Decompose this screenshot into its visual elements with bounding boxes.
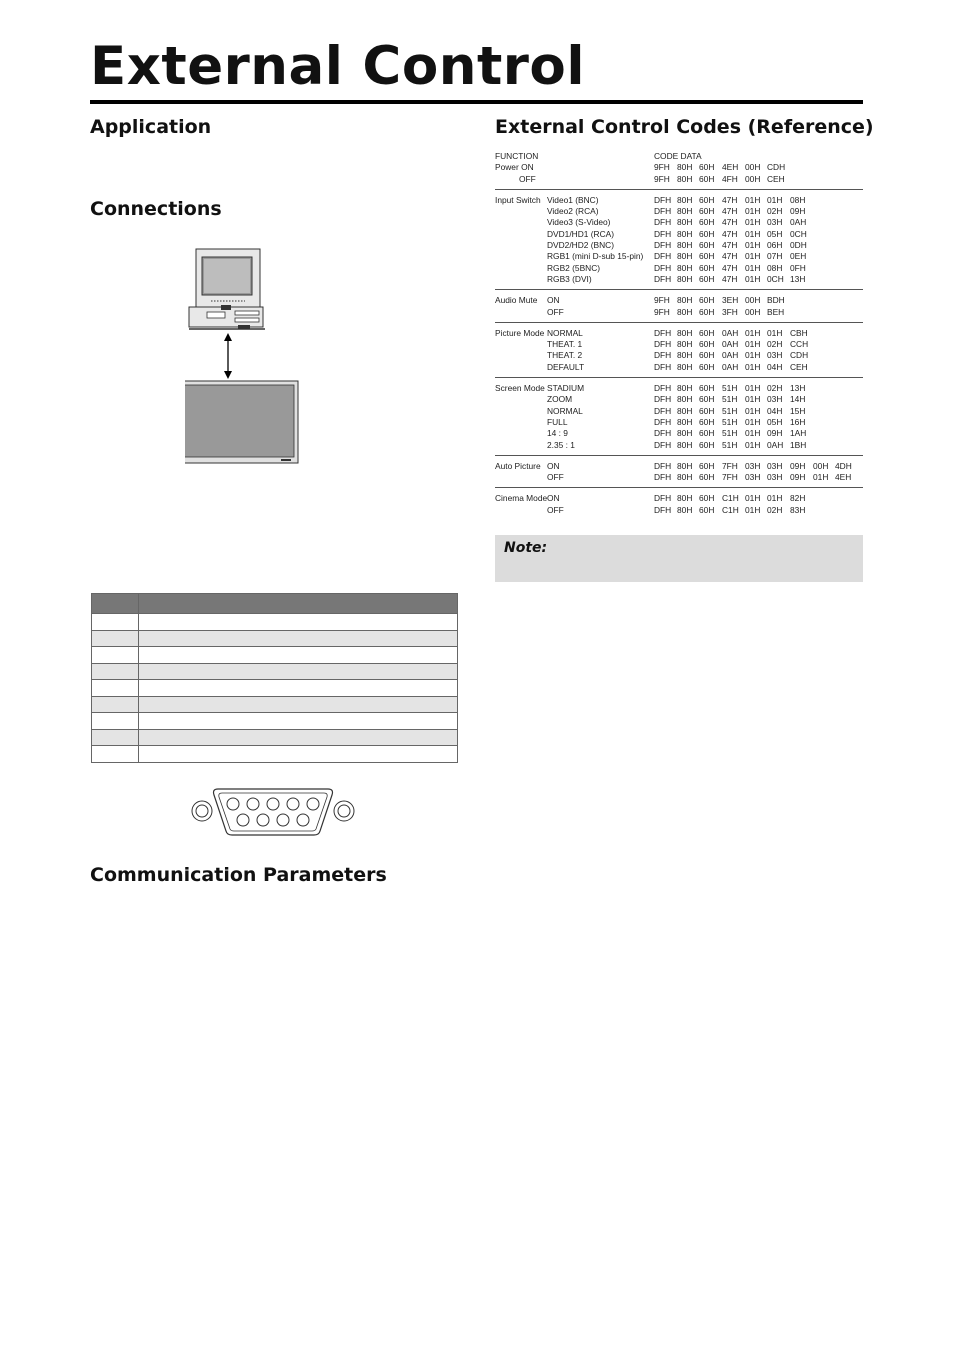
code-byte: 01H bbox=[745, 194, 761, 205]
double-arrow-icon bbox=[224, 333, 232, 379]
code-byte: 80H bbox=[677, 262, 693, 273]
table-header-row bbox=[92, 594, 458, 614]
code-byte: 03H bbox=[767, 217, 783, 228]
code-byte: 80H bbox=[677, 493, 693, 504]
codes-row bbox=[495, 493, 863, 504]
code-byte: 60H bbox=[699, 306, 715, 317]
code-byte: 60H bbox=[699, 493, 715, 504]
code-byte: CBH bbox=[790, 327, 808, 338]
code-byte: 60H bbox=[699, 416, 715, 427]
codes-row bbox=[495, 383, 863, 394]
codes-function-label: Audio Mute bbox=[495, 295, 538, 306]
code-byte: 47H bbox=[722, 251, 738, 262]
code-byte: 01H bbox=[745, 428, 761, 439]
code-byte: 4FH bbox=[722, 173, 738, 184]
codes-row bbox=[495, 217, 863, 228]
dsub9-connector-icon bbox=[188, 785, 358, 837]
code-byte: CDH bbox=[767, 162, 786, 173]
codes-row bbox=[495, 428, 863, 439]
code-byte: 01H bbox=[745, 217, 761, 228]
code-byte: 7FH bbox=[722, 472, 738, 483]
code-byte: 60H bbox=[699, 194, 715, 205]
codes-row bbox=[495, 307, 863, 318]
code-byte: 80H bbox=[677, 251, 693, 262]
codes-function-label: Screen Mode bbox=[495, 383, 545, 394]
code-byte: 01H bbox=[745, 262, 761, 273]
code-byte: 47H bbox=[722, 194, 738, 205]
codes-row bbox=[495, 362, 863, 373]
codes-group bbox=[495, 290, 863, 323]
code-byte: 3FH bbox=[722, 306, 738, 317]
code-byte: 01H bbox=[745, 206, 761, 217]
code-byte: 1AH bbox=[790, 428, 807, 439]
code-byte: 80H bbox=[677, 428, 693, 439]
code-byte: 0CH bbox=[767, 273, 784, 284]
code-byte: 60H bbox=[699, 504, 715, 515]
code-byte: 03H bbox=[767, 394, 783, 405]
code-byte: DFH bbox=[654, 206, 672, 217]
codes-row bbox=[495, 417, 863, 428]
code-byte: 60H bbox=[699, 472, 715, 483]
code-byte: 01H bbox=[813, 472, 829, 483]
code-byte: 14H bbox=[790, 394, 806, 405]
code-byte: 01H bbox=[745, 439, 761, 450]
code-byte: 03H bbox=[767, 350, 783, 361]
codes-function-label: Power ON bbox=[495, 162, 534, 173]
code-byte: 7FH bbox=[722, 460, 738, 471]
codes-group bbox=[495, 488, 863, 520]
code-byte: C1H bbox=[722, 493, 739, 504]
code-byte: 15H bbox=[790, 405, 806, 416]
code-byte: 80H bbox=[677, 439, 693, 450]
code-byte: 00H bbox=[745, 295, 761, 306]
code-byte: 60H bbox=[699, 428, 715, 439]
code-byte: 01H bbox=[745, 416, 761, 427]
table-row bbox=[92, 696, 458, 713]
code-byte: 9FH bbox=[654, 295, 670, 306]
code-byte: 60H bbox=[699, 439, 715, 450]
code-byte: 01H bbox=[745, 394, 761, 405]
code-byte: 01H bbox=[745, 504, 761, 515]
code-byte: 02H bbox=[767, 339, 783, 350]
code-byte: 60H bbox=[699, 339, 715, 350]
pin-assignment-table bbox=[91, 593, 458, 763]
code-byte: 80H bbox=[677, 327, 693, 338]
codes-group bbox=[495, 456, 863, 489]
codes-option-label: RGB3 (DVI) bbox=[547, 273, 592, 284]
heading-control-codes: External Control Codes (Reference) bbox=[495, 116, 874, 138]
heading-communication-parameters: Communication Parameters bbox=[90, 864, 387, 886]
codes-row bbox=[495, 472, 863, 483]
code-byte: 80H bbox=[677, 405, 693, 416]
code-byte: 09H bbox=[790, 472, 806, 483]
codes-row bbox=[495, 394, 863, 405]
code-byte: 80H bbox=[677, 295, 693, 306]
code-byte: 47H bbox=[722, 206, 738, 217]
code-byte: 80H bbox=[677, 217, 693, 228]
page-title: External Control bbox=[90, 36, 586, 97]
codes-row bbox=[495, 229, 863, 240]
code-byte: 01H bbox=[745, 405, 761, 416]
codes-row bbox=[495, 505, 863, 516]
code-byte: 80H bbox=[677, 194, 693, 205]
code-byte: 51H bbox=[722, 428, 738, 439]
codes-option-label: ON bbox=[547, 493, 560, 504]
code-byte: 47H bbox=[722, 240, 738, 251]
code-byte: DFH bbox=[654, 339, 672, 350]
code-byte: 80H bbox=[677, 350, 693, 361]
code-byte: 83H bbox=[790, 504, 806, 515]
code-byte: 4EH bbox=[722, 162, 739, 173]
code-byte: 4EH bbox=[835, 472, 852, 483]
code-byte: C1H bbox=[722, 504, 739, 515]
code-byte: 60H bbox=[699, 327, 715, 338]
codes-function-label: OFF bbox=[519, 173, 536, 184]
codes-row bbox=[495, 240, 863, 251]
code-byte: 0AH bbox=[722, 361, 739, 372]
code-byte: DFH bbox=[654, 262, 672, 273]
code-byte: 4DH bbox=[835, 460, 852, 471]
table-row bbox=[92, 630, 458, 647]
code-byte: 0FH bbox=[790, 262, 806, 273]
connection-diagram bbox=[185, 245, 305, 467]
code-byte: 00H bbox=[745, 162, 761, 173]
code-byte: 60H bbox=[699, 460, 715, 471]
code-byte: 60H bbox=[699, 350, 715, 361]
code-byte: 0AH bbox=[722, 339, 739, 350]
code-byte: 51H bbox=[722, 416, 738, 427]
table-row bbox=[92, 713, 458, 730]
code-byte: DFH bbox=[654, 493, 672, 504]
codes-group bbox=[495, 378, 863, 456]
code-byte: 06H bbox=[767, 240, 783, 251]
table-row bbox=[92, 614, 458, 631]
codes-option-label: THEAT. 1 bbox=[547, 339, 583, 350]
note-box bbox=[495, 535, 863, 582]
code-byte: 03H bbox=[767, 472, 783, 483]
code-byte: 05H bbox=[767, 228, 783, 239]
code-byte: 60H bbox=[699, 262, 715, 273]
code-byte: 51H bbox=[722, 439, 738, 450]
code-byte: DFH bbox=[654, 217, 672, 228]
code-byte: 09H bbox=[767, 428, 783, 439]
code-byte: CCH bbox=[790, 339, 809, 350]
codes-header-code-data: CODE DATA bbox=[654, 151, 702, 161]
codes-function-label: Auto Picture bbox=[495, 460, 541, 471]
code-byte: 80H bbox=[677, 206, 693, 217]
codes-option-label: NORMAL bbox=[547, 405, 583, 416]
code-byte: 13H bbox=[790, 273, 806, 284]
code-byte: 01H bbox=[767, 493, 783, 504]
code-byte: 47H bbox=[722, 228, 738, 239]
code-byte: 60H bbox=[699, 162, 715, 173]
codes-option-label: Video3 (S-Video) bbox=[547, 217, 611, 228]
code-byte: 03H bbox=[767, 460, 783, 471]
codes-row bbox=[495, 174, 863, 185]
code-byte: 80H bbox=[677, 228, 693, 239]
codes-option-label: Video2 (RCA) bbox=[547, 206, 599, 217]
code-byte: DFH bbox=[654, 416, 672, 427]
codes-row bbox=[495, 328, 863, 339]
codes-option-label: NORMAL bbox=[547, 327, 583, 338]
code-byte: 60H bbox=[699, 228, 715, 239]
codes-option-label: ZOOM bbox=[547, 394, 573, 405]
codes-option-label: ON bbox=[547, 295, 560, 306]
code-byte: 01H bbox=[745, 273, 761, 284]
codes-function-label: Cinema Mode bbox=[495, 493, 548, 504]
code-byte: DFH bbox=[654, 327, 672, 338]
codes-row bbox=[495, 263, 863, 274]
codes-function-label: Input Switch bbox=[495, 194, 541, 205]
code-byte: 60H bbox=[699, 173, 715, 184]
code-byte: 01H bbox=[745, 350, 761, 361]
code-byte: 3EH bbox=[722, 295, 739, 306]
code-byte: 0AH bbox=[722, 327, 739, 338]
codes-row bbox=[495, 339, 863, 350]
code-byte: DFH bbox=[654, 439, 672, 450]
code-byte: 01H bbox=[745, 339, 761, 350]
code-byte: CEH bbox=[790, 361, 808, 372]
codes-row bbox=[495, 206, 863, 217]
code-byte: 0AH bbox=[722, 350, 739, 361]
code-byte: 01H bbox=[767, 194, 783, 205]
codes-option-label: FULL bbox=[547, 416, 568, 427]
code-byte: DFH bbox=[654, 361, 672, 372]
codes-header-function: FUNCTION bbox=[495, 151, 539, 161]
code-byte: 60H bbox=[699, 295, 715, 306]
codes-row bbox=[495, 274, 863, 285]
code-byte: BEH bbox=[767, 306, 785, 317]
code-byte: 0AH bbox=[790, 217, 807, 228]
table-row bbox=[92, 746, 458, 763]
note-label: Note: bbox=[504, 540, 548, 556]
code-byte: DFH bbox=[654, 472, 672, 483]
code-byte: DFH bbox=[654, 240, 672, 251]
code-byte: 00H bbox=[745, 306, 761, 317]
code-byte: 03H bbox=[745, 472, 761, 483]
codes-option-label: DVD2/HD2 (BNC) bbox=[547, 240, 615, 251]
code-byte: 60H bbox=[699, 206, 715, 217]
table-row bbox=[92, 729, 458, 746]
code-byte: 01H bbox=[745, 251, 761, 262]
codes-option-label: RGB2 (5BNC) bbox=[547, 262, 601, 273]
code-byte: 60H bbox=[699, 240, 715, 251]
codes-group bbox=[495, 190, 863, 290]
codes-option-label: THEAT. 2 bbox=[547, 350, 583, 361]
code-byte: 80H bbox=[677, 504, 693, 515]
code-byte: 51H bbox=[722, 394, 738, 405]
code-byte: 60H bbox=[699, 383, 715, 394]
code-byte: 01H bbox=[745, 493, 761, 504]
code-byte: 1BH bbox=[790, 439, 807, 450]
code-byte: DFH bbox=[654, 194, 672, 205]
table-row bbox=[92, 680, 458, 697]
code-byte: BDH bbox=[767, 295, 785, 306]
code-byte: 0EH bbox=[790, 251, 807, 262]
code-byte: 80H bbox=[677, 361, 693, 372]
code-byte: 80H bbox=[677, 173, 693, 184]
codes-row bbox=[495, 350, 863, 361]
code-byte: 60H bbox=[699, 394, 715, 405]
codes-option-label: DEFAULT bbox=[547, 361, 585, 372]
codes-option-label: OFF bbox=[547, 306, 564, 317]
code-byte: 51H bbox=[722, 405, 738, 416]
code-byte: 08H bbox=[767, 262, 783, 273]
code-byte: 9FH bbox=[654, 306, 670, 317]
code-byte: 01H bbox=[745, 361, 761, 372]
code-byte: 80H bbox=[677, 162, 693, 173]
code-byte: 0CH bbox=[790, 228, 807, 239]
codes-option-label: DVD1/HD1 (RCA) bbox=[547, 228, 615, 239]
plasma-display-icon bbox=[185, 381, 298, 463]
code-byte: 09H bbox=[790, 206, 806, 217]
codes-function-label: Picture Mode bbox=[495, 327, 545, 338]
codes-option-label: 2.35 : 1 bbox=[547, 439, 575, 450]
table-row bbox=[92, 647, 458, 664]
code-byte: 80H bbox=[677, 383, 693, 394]
code-byte: 80H bbox=[677, 339, 693, 350]
code-byte: 80H bbox=[677, 306, 693, 317]
code-byte: 80H bbox=[677, 273, 693, 284]
code-byte: 02H bbox=[767, 504, 783, 515]
code-byte: 13H bbox=[790, 383, 806, 394]
codes-option-label: OFF bbox=[547, 504, 564, 515]
table-row bbox=[92, 663, 458, 680]
code-byte: 03H bbox=[745, 460, 761, 471]
codes-option-label: STADIUM bbox=[547, 383, 585, 394]
code-byte: 02H bbox=[767, 206, 783, 217]
code-byte: 60H bbox=[699, 405, 715, 416]
code-byte: DFH bbox=[654, 504, 672, 515]
code-byte: 60H bbox=[699, 251, 715, 262]
code-byte: DFH bbox=[654, 251, 672, 262]
code-byte: DFH bbox=[654, 405, 672, 416]
code-byte: 60H bbox=[699, 273, 715, 284]
code-byte: 80H bbox=[677, 472, 693, 483]
heading-connections: Connections bbox=[90, 198, 222, 220]
code-byte: 01H bbox=[767, 327, 783, 338]
code-byte: 16H bbox=[790, 416, 806, 427]
codes-option-label: Video1 (BNC) bbox=[547, 194, 599, 205]
code-byte: DFH bbox=[654, 350, 672, 361]
code-byte: 82H bbox=[790, 493, 806, 504]
code-byte: DFH bbox=[654, 228, 672, 239]
code-byte: 02H bbox=[767, 383, 783, 394]
codes-option-label: OFF bbox=[547, 472, 564, 483]
code-byte: CEH bbox=[767, 173, 785, 184]
codes-row bbox=[495, 406, 863, 417]
codes-row bbox=[495, 251, 863, 262]
code-byte: 60H bbox=[699, 217, 715, 228]
control-codes-table bbox=[495, 151, 863, 520]
code-byte: DFH bbox=[654, 273, 672, 284]
codes-row bbox=[495, 162, 863, 173]
codes-row bbox=[495, 461, 863, 472]
code-byte: 47H bbox=[722, 262, 738, 273]
codes-row bbox=[495, 195, 863, 206]
codes-option-label: ON bbox=[547, 460, 560, 471]
code-byte: 47H bbox=[722, 273, 738, 284]
code-byte: DFH bbox=[654, 394, 672, 405]
code-byte: 0AH bbox=[767, 439, 784, 450]
code-byte: 80H bbox=[677, 394, 693, 405]
code-byte: 01H bbox=[745, 240, 761, 251]
code-byte: 00H bbox=[745, 173, 761, 184]
code-byte: 01H bbox=[745, 383, 761, 394]
computer-icon bbox=[189, 249, 265, 329]
code-byte: CDH bbox=[790, 350, 809, 361]
code-byte: 0DH bbox=[790, 240, 807, 251]
code-byte: 07H bbox=[767, 251, 783, 262]
code-byte: 9FH bbox=[654, 162, 670, 173]
code-byte: DFH bbox=[654, 383, 672, 394]
code-byte: DFH bbox=[654, 460, 672, 471]
code-byte: 04H bbox=[767, 361, 783, 372]
code-byte: 47H bbox=[722, 217, 738, 228]
code-byte: DFH bbox=[654, 428, 672, 439]
code-byte: 51H bbox=[722, 383, 738, 394]
title-rule bbox=[90, 100, 863, 104]
code-byte: 9FH bbox=[654, 173, 670, 184]
code-byte: 08H bbox=[790, 194, 806, 205]
heading-application: Application bbox=[90, 116, 212, 138]
code-byte: 80H bbox=[677, 240, 693, 251]
code-byte: 09H bbox=[790, 460, 806, 471]
codes-option-label: 14 : 9 bbox=[547, 428, 568, 439]
code-byte: 60H bbox=[699, 361, 715, 372]
code-byte: 01H bbox=[745, 228, 761, 239]
codes-header bbox=[495, 151, 863, 190]
codes-row bbox=[495, 295, 863, 306]
code-byte: 05H bbox=[767, 416, 783, 427]
code-byte: 80H bbox=[677, 460, 693, 471]
code-byte: 04H bbox=[767, 405, 783, 416]
codes-option-label: RGB1 (mini D-sub 15-pin) bbox=[547, 251, 644, 262]
codes-group bbox=[495, 323, 863, 378]
code-byte: 01H bbox=[745, 327, 761, 338]
codes-row bbox=[495, 440, 863, 451]
code-byte: 00H bbox=[813, 460, 829, 471]
code-byte: 80H bbox=[677, 416, 693, 427]
